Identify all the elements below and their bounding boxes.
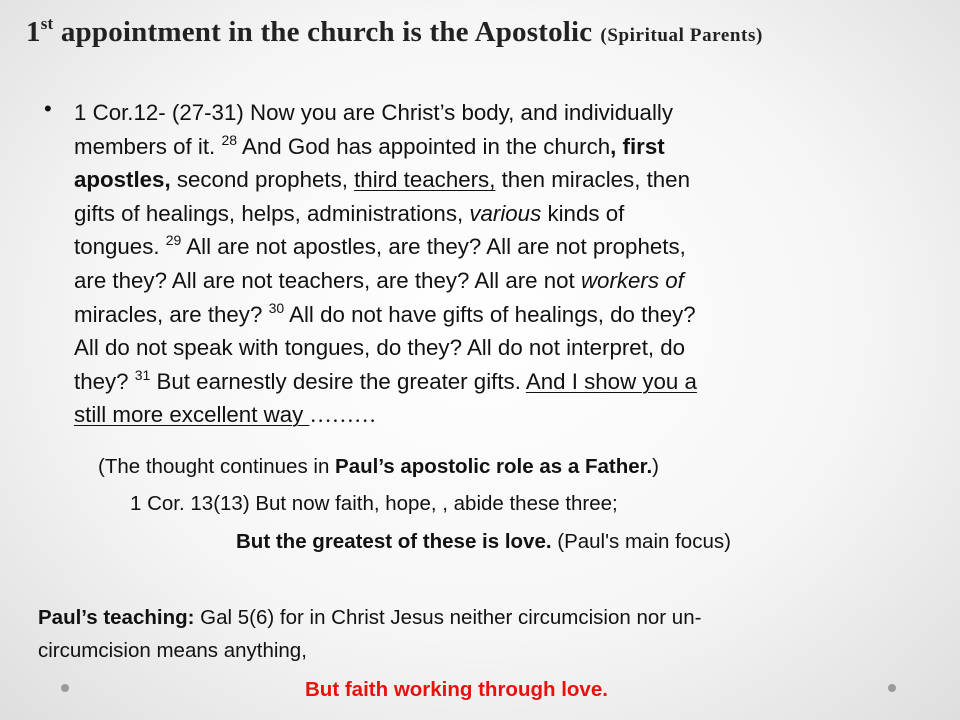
text-run: But earnestly desire the greater gifts. — [150, 368, 526, 394]
bullet-line — [74, 163, 920, 197]
greatest-line — [236, 530, 731, 554]
bullet-line — [74, 130, 920, 164]
text-run: kinds of — [541, 200, 625, 226]
bullet-line — [74, 398, 920, 432]
bullet-line — [74, 365, 920, 399]
bullet-line — [74, 264, 920, 298]
decorative-dot-right — [888, 684, 896, 692]
title-ordinal: 1 — [26, 16, 41, 48]
text-run: Gal 5(6) for in Christ Jesus neither circumcision nor un- — [194, 606, 702, 629]
bullet-line — [74, 96, 920, 130]
text-run: (The thought continues in — [98, 455, 336, 478]
verse-number: 31 — [134, 366, 151, 383]
verse-number: 29 — [165, 232, 182, 249]
decorative-dot-left — [61, 684, 69, 692]
scripture-bullet — [74, 96, 920, 432]
verse-number: 28 — [221, 131, 238, 148]
teaching-label: Paul’s teaching: — [38, 606, 195, 629]
closing-line: But faith working through love. — [305, 678, 608, 701]
bold-text: Paul’s apostolic role as a Father. — [335, 455, 653, 478]
title-subtitle: (Spiritual Parents) — [600, 25, 763, 46]
text-run: miracles, are they? — [74, 301, 269, 327]
cor13-verse: 1 Cor. 13(13) But now faith, hope, , abide these three; — [130, 492, 618, 515]
bullet-line — [74, 230, 920, 264]
text-run: And God has appointed in the church — [237, 133, 611, 159]
slide-title — [26, 14, 946, 49]
text-run: (Paul's main focus) — [551, 530, 731, 553]
text-run: 1 Cor.12- (27-31) Now you are Christ’s body, and individually — [74, 100, 674, 125]
verse-number: 30 — [268, 299, 285, 316]
bold-text: But the greatest of these is love. — [236, 530, 552, 553]
text-run: are they? All are not teachers, are they? All are not — [74, 267, 581, 293]
continuation-note — [98, 455, 659, 479]
title-ordinal-suffix: st — [40, 14, 54, 33]
bullet-marker: • — [44, 96, 52, 121]
bold-text: , first — [610, 133, 665, 159]
text-run: All are not apostles, are they? All are not prophets, — [181, 234, 686, 260]
text-run: All do not speak with tongues, do they? All do not interpret, do — [74, 335, 686, 361]
text-run: ) — [652, 455, 659, 478]
underlined-text: And I show you a — [525, 368, 697, 394]
bullet-line — [74, 197, 920, 231]
teaching-line-2: circumcision means anything, — [38, 639, 307, 662]
teaching-line-1 — [38, 606, 701, 630]
ellipsis: ……… — [309, 402, 377, 428]
text-run: gifts of healings, helps, administrations, — [74, 200, 470, 226]
underlined-text: still more excellent way — [74, 402, 310, 428]
bullet-line — [74, 331, 920, 365]
bullet-line — [74, 298, 920, 332]
text-run: second prophets, — [170, 167, 355, 193]
text-run: they? — [74, 368, 135, 394]
title-main: appointment in the church is the Apostolic — [60, 16, 593, 48]
text-run: then miracles, then — [495, 167, 690, 193]
italic-text: workers of — [580, 267, 684, 293]
text-run: All do not have gifts of healings, do they? — [284, 301, 696, 327]
text-run: members of it. — [74, 133, 222, 159]
underlined-text: third teachers, — [354, 167, 496, 193]
bold-text: apostles, — [74, 167, 171, 193]
italic-text: various — [469, 200, 542, 226]
text-run: tongues. — [74, 234, 166, 260]
